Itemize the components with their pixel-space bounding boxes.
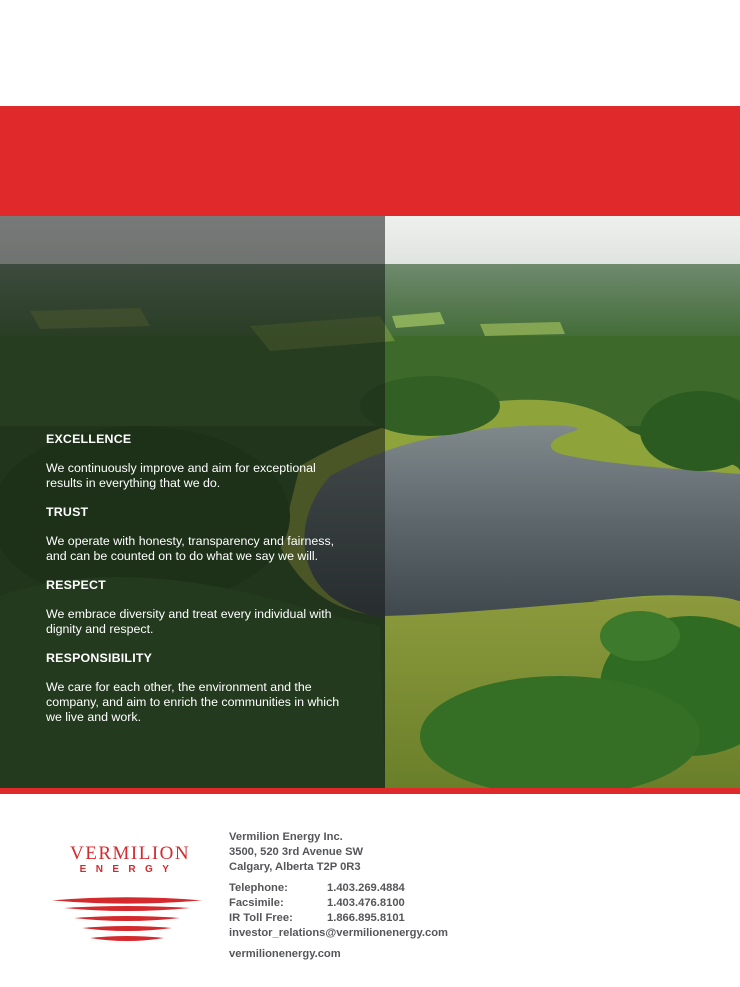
vermilion-energy-logo: [50, 840, 205, 950]
value-text-responsibility: We care for each other, the environment and the company, and aim to enrich the communities in which we live and work.: [46, 680, 340, 724]
toll-free-label: IR Toll Free:: [229, 912, 293, 924]
address-line-2: Calgary, Alberta T2P 0R3: [229, 861, 361, 873]
company-name: Vermilion Energy Inc.: [229, 831, 343, 843]
contact-block: [229, 830, 529, 962]
fax-value: 1.403.476.8100: [327, 897, 405, 909]
phone-label: Telephone:: [229, 882, 288, 894]
core-values: [46, 432, 346, 739]
value-heading-respect: RESPECT: [46, 578, 106, 592]
address-line-1: 3500, 520 3rd Avenue SW: [229, 846, 364, 858]
website-link[interactable]: vermilionenergy.com: [229, 948, 341, 960]
red-divider-stripe: [0, 788, 740, 794]
toll-free-value: 1.866.895.8101: [327, 912, 405, 924]
fax-label: Facsimile:: [229, 897, 284, 909]
phone-value: 1.403.269.4884: [327, 882, 405, 894]
red-banner: [0, 106, 740, 216]
value-text-trust: We operate with honesty, transparency and fairness, and can be counted on to do what we say we will.: [46, 534, 335, 563]
phone-row-toll-free: [229, 911, 529, 926]
value-text-respect: We embrace diversity and treat every individual with dignity and respect.: [46, 607, 332, 636]
logo-wordmark: VERMILION: [70, 843, 191, 864]
logo-subtitle: ENERGY: [79, 864, 179, 875]
logo-stripes-icon: [50, 894, 205, 946]
value-heading-trust: TRUST: [46, 505, 89, 519]
value-text-excellence: We continuously improve and aim for exceptional results in everything that we do.: [46, 461, 316, 490]
email-link[interactable]: investor_relations@vermilionenergy.com: [229, 927, 448, 939]
phone-row-facsimile: [229, 896, 529, 911]
value-heading-responsibility: RESPONSIBILITY: [46, 651, 153, 665]
phone-row-telephone: [229, 881, 529, 896]
value-heading-excellence: EXCELLENCE: [46, 432, 132, 446]
